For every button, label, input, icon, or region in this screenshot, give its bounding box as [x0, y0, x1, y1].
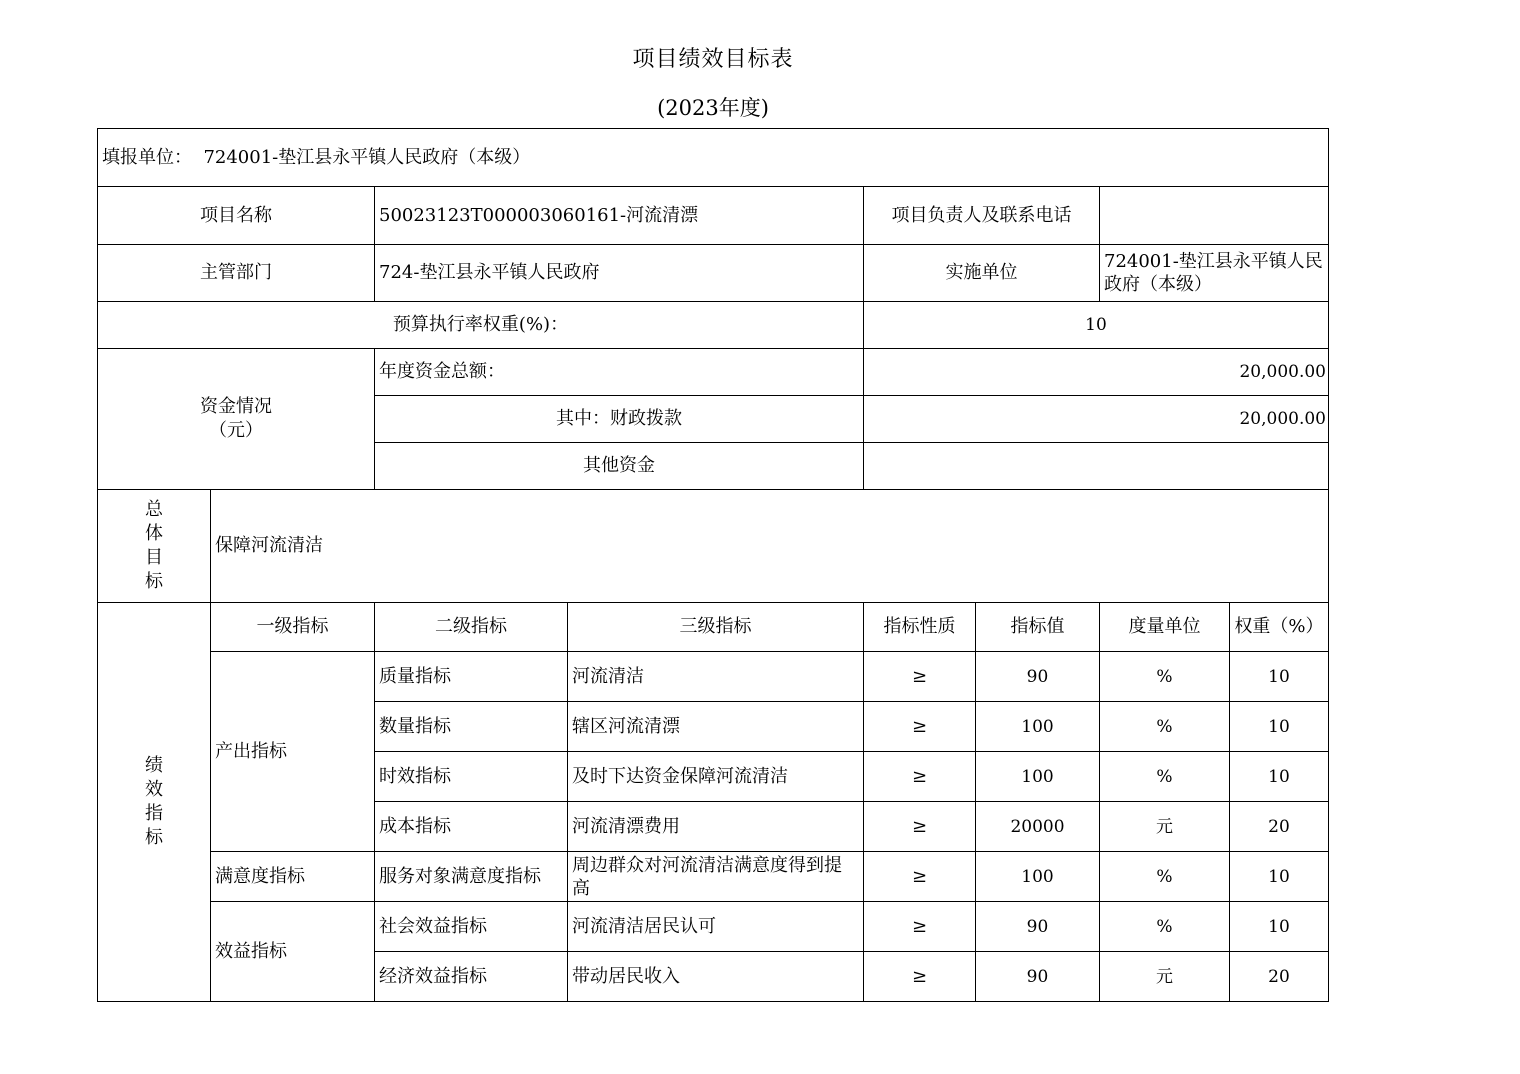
dept-row — [98, 245, 1329, 302]
dept-label: 主管部门 — [98, 245, 375, 302]
header-weight: 权重（%） — [1230, 603, 1329, 652]
unit-cell: 元 — [1100, 802, 1230, 852]
indicator-row — [98, 852, 1329, 902]
weight-cell: 10 — [1230, 852, 1329, 902]
level2-cell: 成本指标 — [375, 802, 568, 852]
weight-cell: 10 — [1230, 702, 1329, 752]
performance-table — [97, 128, 1329, 1002]
unit-cell: % — [1100, 652, 1230, 702]
unit-label: 填报单位： — [102, 146, 192, 168]
value-cell: 100 — [976, 852, 1100, 902]
nature-cell: ≥ — [864, 702, 976, 752]
unit-cell: % — [1100, 752, 1230, 802]
level3-cell: 辖区河流清漂 — [568, 702, 864, 752]
level2-cell: 服务对象满意度指标 — [375, 852, 568, 902]
weight-cell: 10 — [1230, 652, 1329, 702]
nature-cell: ≥ — [864, 852, 976, 902]
header-level3: 三级指标 — [568, 603, 864, 652]
level2-cell: 社会效益指标 — [375, 902, 568, 952]
funds-total-label: 年度资金总额： — [375, 349, 864, 396]
nature-cell: ≥ — [864, 952, 976, 1002]
level3-cell: 周边群众对河流清洁满意度得到提高 — [568, 852, 864, 902]
weight-cell: 10 — [1230, 752, 1329, 802]
value-cell: 20000 — [976, 802, 1100, 852]
indicator-label-char: 绩 — [145, 755, 163, 776]
weight-cell: 20 — [1230, 952, 1329, 1002]
funds-fiscal-label: 其中：财政拨款 — [375, 396, 864, 443]
weight-cell: 10 — [1230, 902, 1329, 952]
project-leader-value — [1100, 187, 1329, 245]
funds-label-cell — [98, 349, 375, 490]
level1-cell: 效益指标 — [211, 902, 375, 1002]
page-subtitle: (2023年度) — [657, 96, 769, 120]
header-nature: 指标性质 — [864, 603, 976, 652]
unit-row — [98, 129, 1329, 187]
level3-cell: 河流清洁 — [568, 652, 864, 702]
unit-cell: % — [1100, 852, 1230, 902]
nature-cell: ≥ — [864, 652, 976, 702]
value-cell: 90 — [976, 652, 1100, 702]
unit-cell: 元 — [1100, 952, 1230, 1002]
impl-value: 724001-垫江县永平镇人民政府（本级） — [1100, 245, 1329, 302]
goal-label-char: 目 — [145, 547, 163, 568]
budget-weight-value: 10 — [864, 302, 1329, 349]
funds-unit: （元） — [209, 420, 263, 441]
indicator-row — [98, 652, 1329, 702]
level1-cell: 满意度指标 — [211, 852, 375, 902]
level3-cell: 河流清洁居民认可 — [568, 902, 864, 952]
goal-row — [98, 490, 1329, 603]
value-cell: 100 — [976, 702, 1100, 752]
funds-fiscal-value: 20,000.00 — [864, 396, 1329, 443]
level2-cell: 时效指标 — [375, 752, 568, 802]
page-title: 项目绩效目标表 — [632, 47, 794, 72]
header-unit: 度量单位 — [1100, 603, 1230, 652]
value-cell: 90 — [976, 902, 1100, 952]
nature-cell: ≥ — [864, 802, 976, 852]
indicator-label-char: 指 — [145, 803, 163, 824]
indicator-label — [98, 603, 211, 1002]
project-name-value: 50023123T000003060161-河流清漂 — [375, 187, 864, 245]
project-name-row — [98, 187, 1329, 245]
dept-value: 724-垫江县永平镇人民政府 — [375, 245, 864, 302]
nature-cell: ≥ — [864, 902, 976, 952]
goal-label-char: 标 — [145, 571, 163, 592]
level3-cell: 河流清漂费用 — [568, 802, 864, 852]
goal-text: 保障河流清洁 — [211, 490, 1329, 603]
indicator-label-char: 效 — [145, 779, 163, 800]
budget-weight-label: 预算执行率权重(%)： — [98, 302, 864, 349]
weight-cell: 20 — [1230, 802, 1329, 852]
unit-cell: % — [1100, 702, 1230, 752]
nature-cell: ≥ — [864, 752, 976, 802]
funds-other-value — [864, 443, 1329, 490]
unit-cell — [98, 129, 1329, 187]
value-cell: 90 — [976, 952, 1100, 1002]
indicator-row — [98, 902, 1329, 952]
budget-weight-row — [98, 302, 1329, 349]
header-value: 指标值 — [976, 603, 1100, 652]
header-level2: 二级指标 — [375, 603, 568, 652]
header-level1: 一级指标 — [211, 603, 375, 652]
goal-label-char: 总 — [145, 499, 163, 520]
funds-label: 资金情况 — [200, 396, 272, 417]
level1-cell: 产出指标 — [211, 652, 375, 852]
level3-cell: 及时下达资金保障河流清洁 — [568, 752, 864, 802]
project-name-label: 项目名称 — [98, 187, 375, 245]
level3-cell: 带动居民收入 — [568, 952, 864, 1002]
unit-cell: % — [1100, 902, 1230, 952]
funds-total-value: 20,000.00 — [864, 349, 1329, 396]
funds-total-row — [98, 349, 1329, 396]
goal-label — [98, 490, 211, 603]
project-leader-label: 项目负责人及联系电话 — [864, 187, 1100, 245]
impl-label: 实施单位 — [864, 245, 1100, 302]
goal-label-char: 体 — [145, 523, 163, 544]
level2-cell: 质量指标 — [375, 652, 568, 702]
level2-cell: 经济效益指标 — [375, 952, 568, 1002]
level2-cell: 数量指标 — [375, 702, 568, 752]
funds-other-label: 其他资金 — [375, 443, 864, 490]
unit-value: 724001-垫江县永平镇人民政府（本级） — [203, 146, 531, 168]
indicator-label-char: 标 — [145, 827, 163, 848]
value-cell: 100 — [976, 752, 1100, 802]
indicator-header-row — [98, 603, 1329, 652]
